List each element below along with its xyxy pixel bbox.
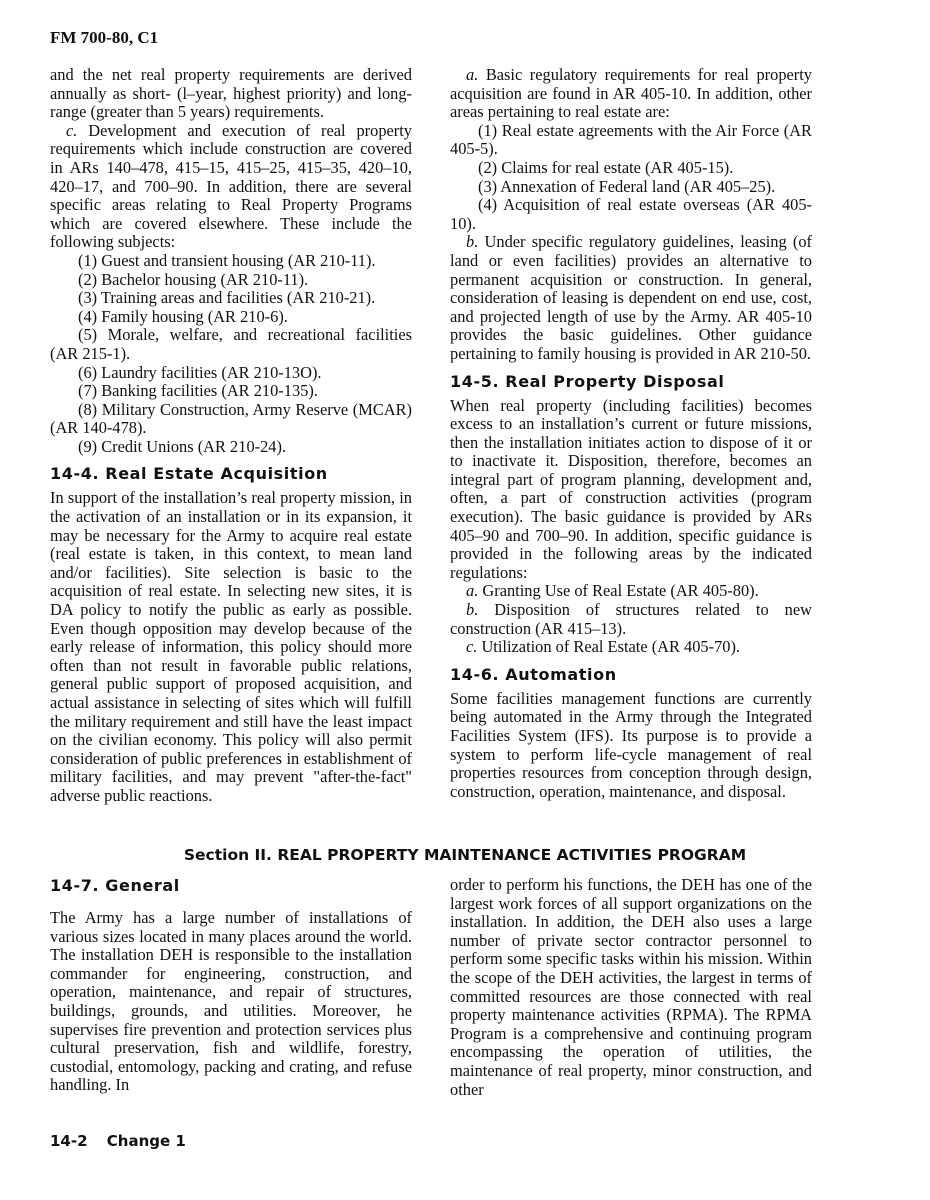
heading-14-4: 14-4. Real Estate Acquisition bbox=[50, 464, 328, 484]
sub-item-text: Disposition of structures related to new construction (AR 415–13). bbox=[450, 600, 812, 638]
paragraph-marker: c. bbox=[66, 120, 78, 140]
sub-item-c bbox=[450, 638, 812, 657]
list-item: (4) Family housing (AR 210-6). bbox=[78, 306, 288, 326]
paragraph-text: Under specific regulatory guidelines, leasing (of land or even facilities) provides an alternative to permanent acquisition or construction. In general, consideration of leasing is dependent on end use, cost, and projected length of use by the Army. AR 405-10 provides the basic guidelines. Other guidance pertaining to family housing is provided in AR 210-50. bbox=[450, 232, 812, 363]
list-item: (5) Morale, welfare, and recreational facilities (AR 215-1). bbox=[50, 325, 412, 363]
change-label: Change 1 bbox=[106, 1132, 186, 1150]
list-item: (9) Credit Unions (AR 210-24). bbox=[78, 436, 287, 456]
list-item: (1) Guest and transient housing (AR 210-11). bbox=[78, 250, 376, 270]
heading-14-6: 14-6. Automation bbox=[450, 664, 617, 684]
list-item: (8) Military Construction, Army Reserve (MCAR) (AR 140-478). bbox=[50, 399, 412, 438]
sub-item-b bbox=[450, 601, 812, 638]
right-column-top bbox=[450, 66, 812, 801]
left-column-bottom bbox=[50, 876, 412, 1095]
paragraph: and the net real property requirements are derived annually as short- (l–year, highest priority) and long-range (greater than 5 years) requirements. bbox=[50, 65, 412, 122]
paragraph-text: Basic regulatory requirements for real property acquisition are found in AR 405-10. In addition, other areas pertaining to real estate are: bbox=[450, 65, 812, 122]
list-item: (4) Acquisition of real estate overseas (AR 405-10). bbox=[450, 195, 812, 233]
list-item: (3) Annexation of Federal land (AR 405–25). bbox=[478, 176, 776, 196]
paragraph-rpma: order to perform his functions, the DEH has one of the largest work forces of all support organizations on the installation. In addition, the DEH also uses a large number of private sector contractor personnel to perform some specific tasks within his mission. Within the scope of the DEH activities, the largest in terms of committed resources are those connected with real property maintenance activities (RPMA). The RPMA Program is a comprehensive and continuing program encompassing the operation of utilities, the maintenance of real property, minor construction, and other bbox=[450, 875, 812, 1099]
sub-item-marker: c. bbox=[466, 637, 478, 657]
paragraph-b bbox=[450, 233, 812, 363]
left-column-top bbox=[50, 66, 412, 806]
sub-item-a bbox=[450, 582, 812, 601]
heading-14-5: 14-5. Real Property Disposal bbox=[450, 371, 725, 391]
paragraph-a bbox=[450, 66, 812, 122]
paragraph-14-4: In support of the installation’s real property mission, in the activation of an installation or in its expansion, it may be necessary for the Army to acquire real estate (real estate is taken, in this context, to mean land and/or facilities). Site selection is basic to the acquisition of real estate. In selecting new sites, it is DA policy to notify the public as early as possible. Even though opposition may develop because of the early release of information, this policy should more often than not result in favorable public relations, general public support of proposed acquisition, and actual assistance in selecting of sites which will fulfill the military requirement and still have the least impact on the civilian economy. This policy will also permit consideration of public preferences in establishment of military facilities, and may prevent "after-the-fact" adverse public reactions. bbox=[50, 488, 412, 805]
sub-item-text: Utilization of Real Estate (AR 405-70). bbox=[477, 637, 741, 657]
heading-14-7: 14-7. General bbox=[50, 876, 180, 895]
paragraph-14-6: Some facilities management functions are currently being automated in the Army through the Integrated Facilities System (IFS). Its purpose is to provide a system to perform life-cycle management of real properties resources from conception through design, construction, operation, maintenance, and disposal. bbox=[450, 688, 812, 801]
paragraph-14-5: When real property (including facilities) becomes excess to an installation’s current or future missions, then the installation initiates action to dispose of it or to inactivate it. Disposition, therefore, becomes an integral part of program planning, development and, often, a part of construction activities (program execution). The basic guidance is provided by ARs 405–90 and 700–90. In addition, specific guidance is provided in the following areas by the indicated regulations: bbox=[450, 395, 812, 582]
page-number: 14-2 bbox=[50, 1132, 88, 1150]
sub-item-marker: b. bbox=[466, 600, 479, 620]
list-item: (2) Bachelor housing (AR 210-11). bbox=[78, 269, 309, 289]
paragraph-text: Development and execution of real property requirements which include construction are covered in ARs 140–478, 415–15, 415–25, 415–35, 420–10, 420–17, and 700–90. In addition, there are several specific areas relating to Real Property Programs which are covered elsewhere. These include the following subjects: bbox=[50, 120, 412, 252]
paragraph-c bbox=[50, 122, 412, 252]
list-item: (3) Training areas and facilities (AR 210-21). bbox=[78, 288, 376, 308]
paragraph-14-7: The Army has a large number of installations of various sizes located in many places around the world. The installation DEH is responsible to the installation commander for engineering, construction, and operation, maintenance, and repair of structures, buildings, grounds, and utilities. Moreover, he supervises fire prevention and protection services plus cultural preservation, fish and wildlife, forestry, custodial, entomology, packing and crating, and refuse handling. In bbox=[50, 908, 412, 1095]
list-item: (2) Claims for real estate (AR 405-15). bbox=[478, 157, 734, 177]
sub-item-text: Granting Use of Real Estate (AR 405-80). bbox=[478, 581, 759, 601]
list-item: (6) Laundry facilities (AR 210-13O). bbox=[78, 362, 322, 382]
right-column-bottom bbox=[450, 876, 812, 1099]
page-footer bbox=[50, 1132, 200, 1150]
paragraph-marker: a. bbox=[466, 65, 479, 84]
paragraph-marker: b. bbox=[466, 232, 479, 252]
sub-item-marker: a. bbox=[466, 581, 479, 601]
section-title: Section II. REAL PROPERTY MAINTENANCE ACTIVITIES PROGRAM bbox=[183, 846, 747, 864]
manual-id-header: FM 700-80, C1 bbox=[50, 28, 159, 47]
list-item: (1) Real estate agreements with the Air Force (AR 405-5). bbox=[450, 120, 812, 159]
list-item: (7) Banking facilities (AR 210-135). bbox=[78, 381, 318, 401]
